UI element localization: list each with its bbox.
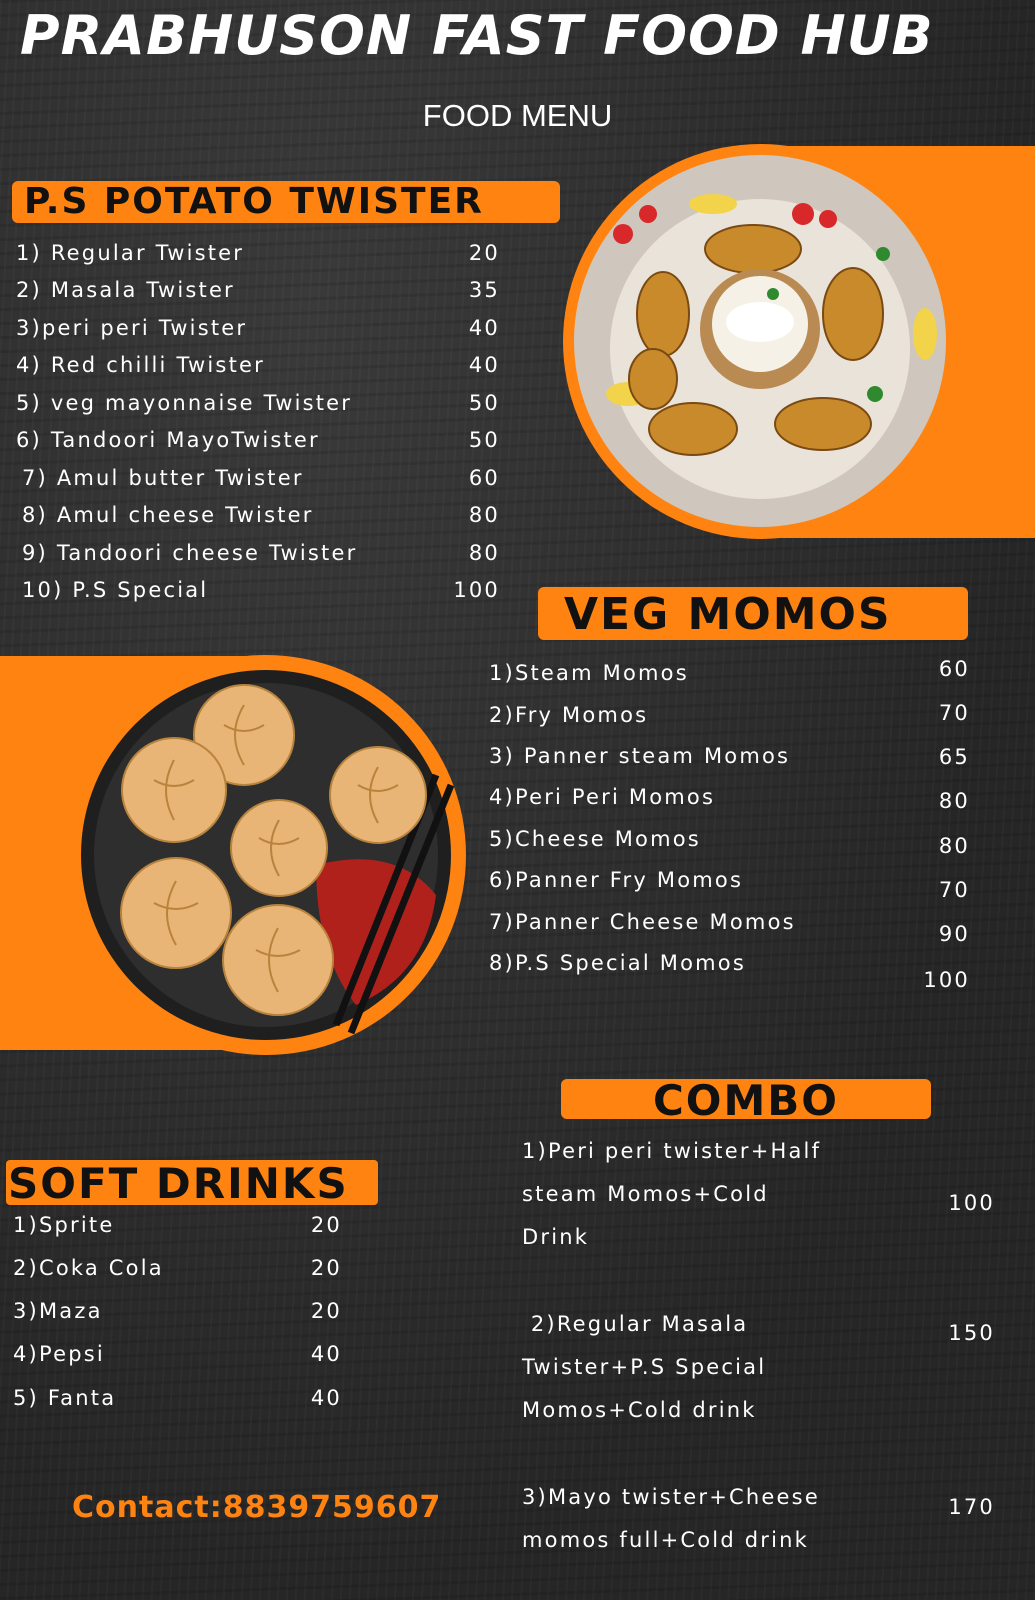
twister-item-price: 50 [468, 428, 500, 452]
drinks-item-name: 5) Fanta [13, 1386, 117, 1410]
combo-item-line: Drink [522, 1225, 590, 1249]
momos-item-name: 5)Cheese Momos [489, 827, 701, 851]
combo-item-line: Momos+Cold drink [522, 1398, 757, 1422]
momos-item-name: 6)Panner Fry Momos [489, 868, 744, 892]
combo-item-line: momos full+Cold drink [522, 1528, 810, 1552]
twister-item-price: 60 [468, 466, 500, 490]
drinks-item-name: 1)Sprite [13, 1213, 115, 1237]
drinks-item-price: 40 [310, 1342, 342, 1366]
twister-item-name: 9) Tandoori cheese Twister [22, 541, 358, 565]
momos-item-price: 70 [938, 878, 970, 902]
potato-twister-photo [563, 144, 958, 539]
drinks-item-name: 2)Coka Cola [13, 1256, 164, 1280]
momos-item-name: 2)Fry Momos [489, 703, 649, 727]
drinks-item-price: 20 [310, 1213, 342, 1237]
momos-item-price: 80 [938, 834, 970, 858]
twister-item-price: 80 [468, 503, 500, 527]
twister-item-name: 2) Masala Twister [16, 278, 235, 302]
twister-item-name: 4) Red chilli Twister [16, 353, 265, 377]
contact-number: Contact:8839759607 [72, 1490, 442, 1525]
momos-item-price: 100 [923, 968, 970, 992]
twister-item-name: 8) Amul cheese Twister [22, 503, 314, 527]
momos-item-price: 60 [938, 657, 970, 681]
combo-heading: COMBO [561, 1079, 931, 1119]
twister-item-name: 5) veg mayonnaise Twister [16, 391, 353, 415]
momos-item-name: 1)Steam Momos [489, 661, 689, 685]
twister-item-price: 100 [453, 578, 500, 602]
twister-item-price: 20 [468, 241, 500, 265]
momos-item-name: 3) Panner steam Momos [489, 744, 791, 768]
combo-item-line: steam Momos+Cold [522, 1182, 769, 1206]
menu-subtitle: FOOD MENU [422, 98, 613, 133]
combo-item-price: 150 [948, 1321, 995, 1345]
momos-item-price: 65 [938, 745, 970, 769]
twister-item-name: 1) Regular Twister [16, 241, 245, 265]
combo-item-price: 100 [948, 1191, 995, 1215]
momos-item-price: 90 [938, 922, 970, 946]
momos-item-name: 7)Panner Cheese Momos [489, 910, 796, 934]
combo-item-line: 3)Mayo twister+Cheese [522, 1485, 820, 1509]
combo-item-price: 170 [948, 1495, 995, 1519]
drinks-item-price: 20 [310, 1256, 342, 1280]
momos-item-name: 4)Peri Peri Momos [489, 785, 716, 809]
combo-item-line: 1)Peri peri twister+Half [522, 1139, 822, 1163]
drinks-heading: SOFT DRINKS [6, 1160, 378, 1205]
momos-item-price: 70 [938, 701, 970, 725]
combo-item-line: Twister+P.S Special [522, 1355, 767, 1379]
momos-item-price: 80 [938, 789, 970, 813]
combo-item-line: 2)Regular Masala [522, 1312, 749, 1336]
twister-item-price: 50 [468, 391, 500, 415]
twister-item-name: 3)peri peri Twister [16, 316, 248, 340]
drinks-item-price: 40 [310, 1386, 342, 1410]
twister-item-name: 7) Amul butter Twister [22, 466, 304, 490]
twister-item-price: 40 [468, 353, 500, 377]
twister-heading: P.S POTATO TWISTER [12, 181, 560, 223]
drinks-item-name: 4)Pepsi [13, 1342, 105, 1366]
momos-photo [66, 655, 466, 1055]
drinks-item-price: 20 [310, 1299, 342, 1323]
twister-item-price: 40 [468, 316, 500, 340]
twister-item-name: 10) P.S Special [22, 578, 209, 602]
twister-item-price: 35 [468, 278, 500, 302]
twister-item-price: 80 [468, 541, 500, 565]
restaurant-title: PRABHUSON FAST FOOD HUB [20, 4, 934, 67]
momos-item-name: 8)P.S Special Momos [489, 951, 746, 975]
momos-heading: VEG MOMOS [538, 587, 968, 640]
drinks-item-name: 3)Maza [13, 1299, 103, 1323]
twister-item-name: 6) Tandoori MayoTwister [16, 428, 320, 452]
